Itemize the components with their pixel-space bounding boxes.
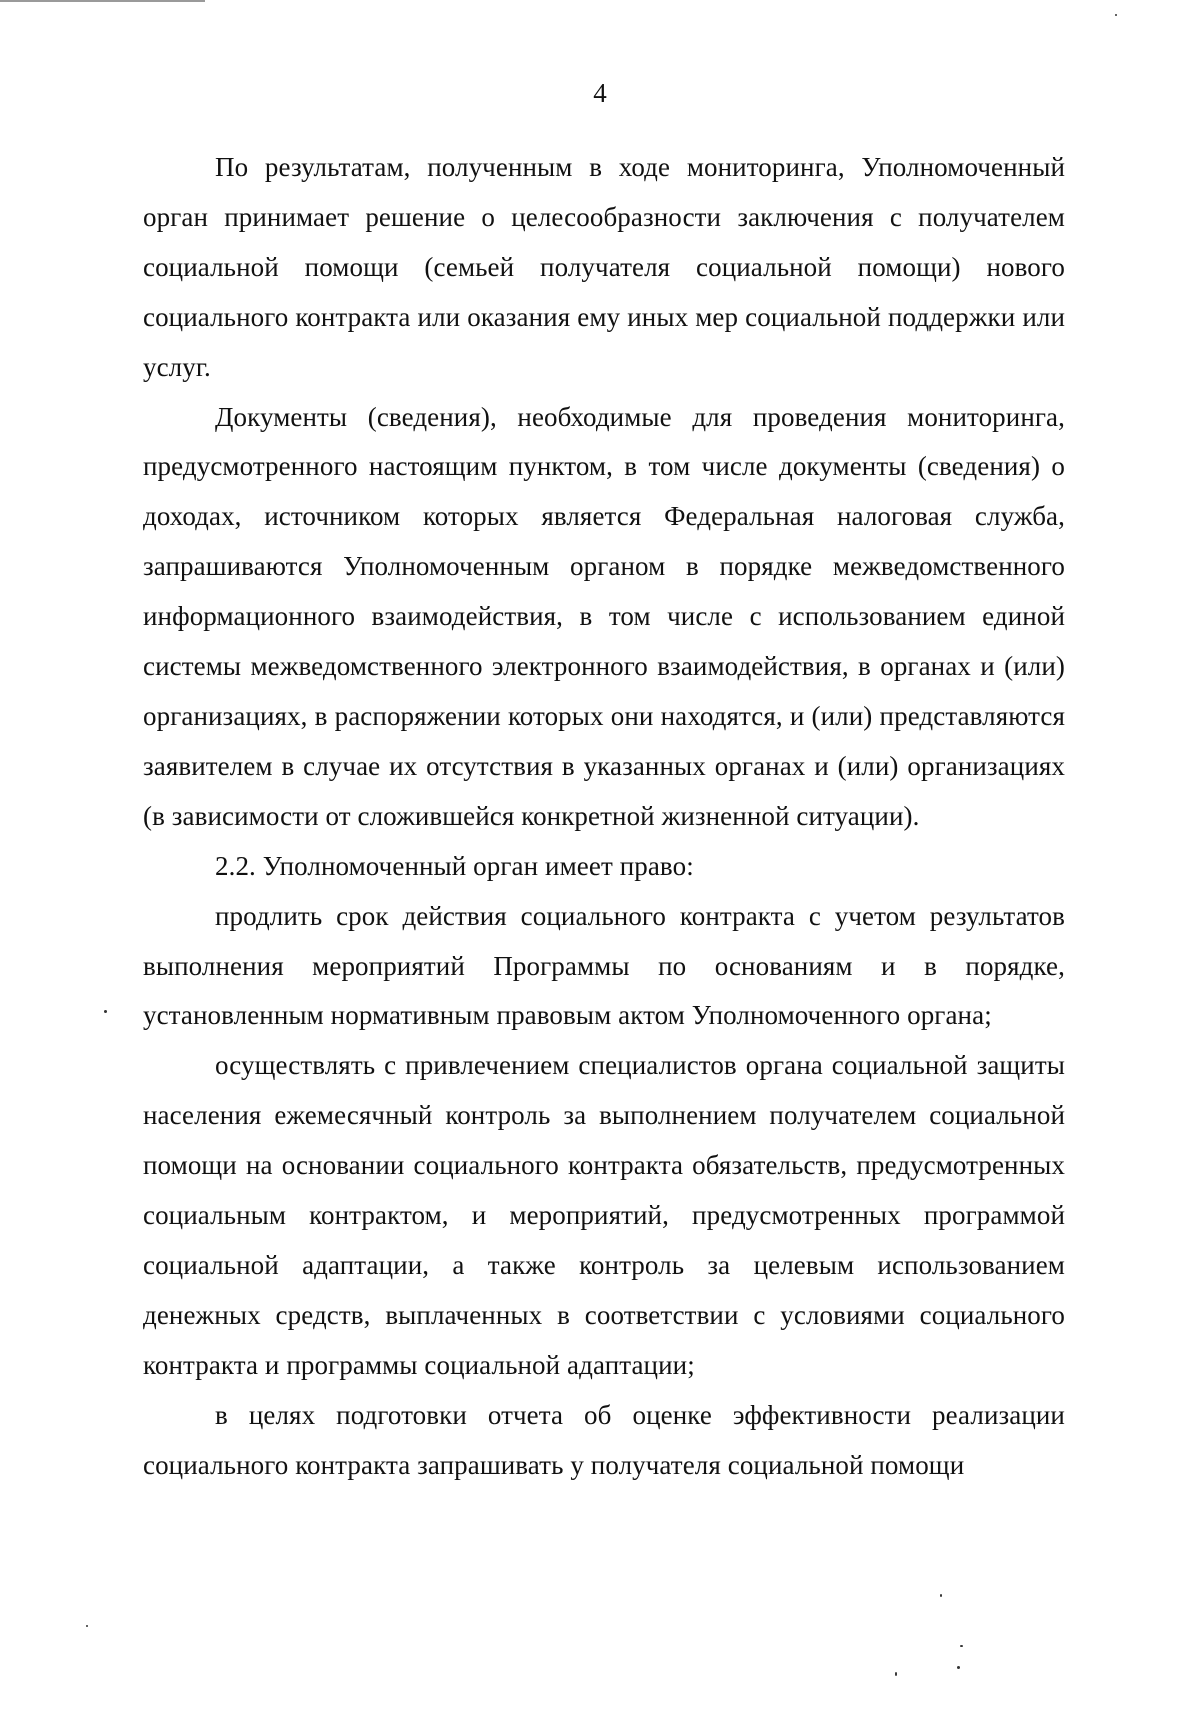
paragraph-monthly-control: осуществлять с привлечением специалистов органа социальной защиты населения ежемесячный контроль за выполнением получателем социальной помощи на основании социального контракта обязательств, предусмотренных социальным контрактом, и мероприятий, предусмотренных программой социальной адаптации, а также контроль за целевым использованием денежных средств, выплаченных в соответствии с условиями социального контракта и программы социальной адаптации; [143,1050,1065,1380]
paragraph-monitoring-decision: По результатам, полученным в ходе мониторинга, Уполномоченный орган принимает решение о целесообразности заключения с получателем социальной помощи (семьей получателя социальной помощи) нового социального контракта или оказания ему иных мер социальной поддержки или услуг. [143,152,1065,382]
scan-speck [940,1594,942,1597]
scan-speck [960,1645,963,1647]
scan-speck [1115,14,1117,16]
scan-edge-line [0,0,205,2]
paragraph-effectiveness-report: в целях подготовки отчета об оценке эффективности реализации социального контракта запрашивать у получателя социальной помощи [143,1399,1065,1480]
body-text [143,143,1065,1490]
scan-speck [86,1625,88,1627]
paragraph-section-2-2-heading: 2.2. Уполномоченный орган имеет право: [215,850,694,881]
paragraph-documents-request: Документы (сведения), необходимые для проведения мониторинга, предусмотренного настоящим пунктом, в том числе документы (сведения) о доходах, источником которых является Федеральная налоговая служба, запрашиваются Уполномоченным органом в порядке межведомственного информационного взаимодействия, в том числе с использованием единой системы межведомственного электронного взаимодействия, в органах и (или) организациях, в распоряжении которых они находятся, и (или) представляются заявителем в случае их отсутствия в указанных органах и (или) организациях (в зависимости от сложившейся конкретной жизненной ситуации). [143,401,1065,831]
paragraph-extend-contract: продлить срок действия социального контракта с учетом результатов выполнения мероприятий Программы по основаниям и в порядке, установленным нормативным правовым актом Уполномоченного органа; [143,900,1065,1031]
scan-speck [895,1672,897,1676]
scan-speck [104,1010,107,1013]
scan-speck [957,1666,960,1669]
page-number: 4 [593,78,607,108]
